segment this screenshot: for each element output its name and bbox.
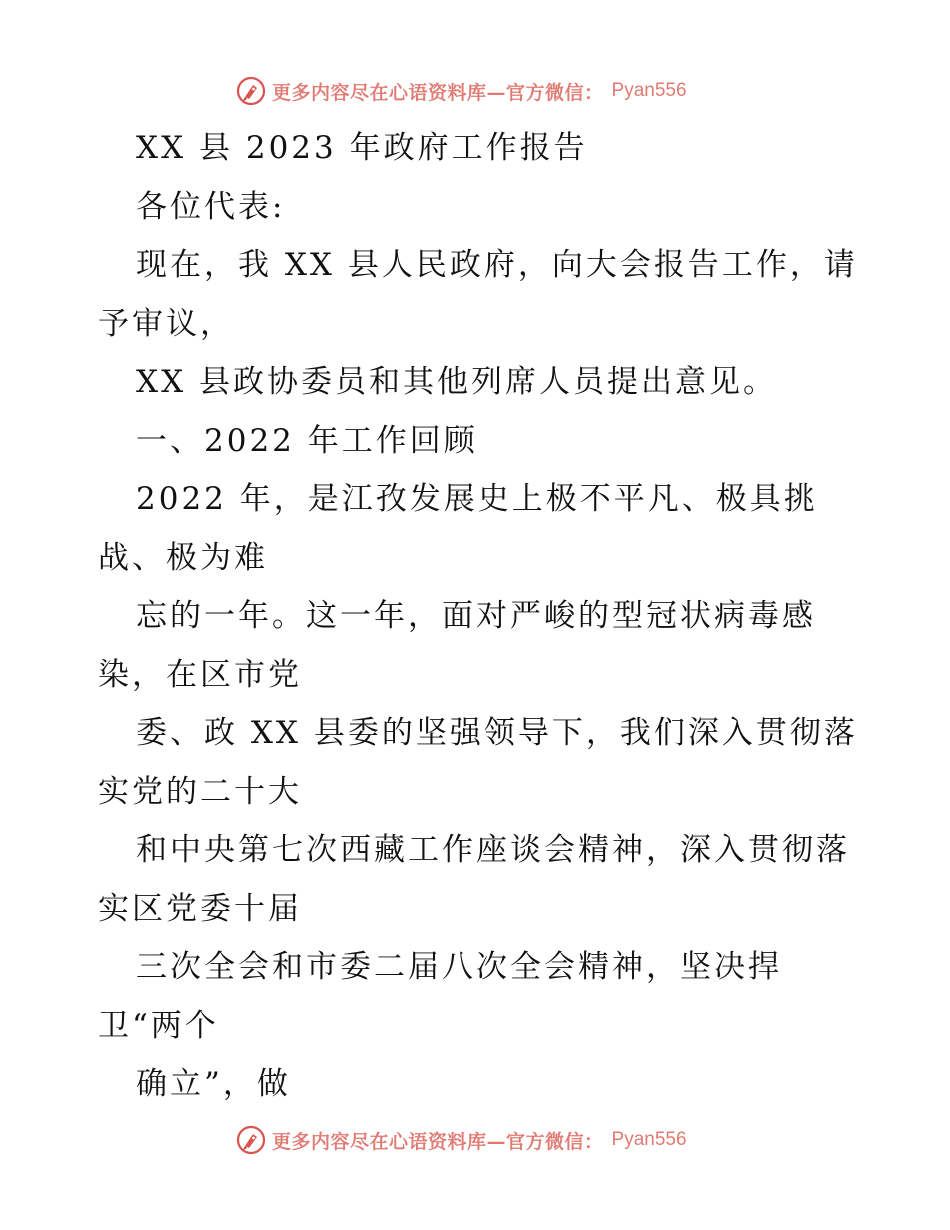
paragraph-line: 三次全会和市委二届八次全会精神，坚决捍 bbox=[136, 949, 782, 985]
paragraph-line: 和中央第七次西藏工作座谈会精神，深入贯彻落 bbox=[136, 832, 850, 868]
paragraph-line: 忘的一年。这一年，面对严峻的型冠状病毒感 bbox=[136, 598, 816, 634]
paragraph-line: 实党的二十大 bbox=[98, 773, 302, 810]
watermark-text: 更多内容尽在心语资料库—官方微信： bbox=[272, 1130, 604, 1153]
paragraph-line: 2022 年，是江孜发展史上极不平凡、极具挑 bbox=[136, 481, 818, 517]
paragraph-line: 实区党委十届 bbox=[98, 890, 302, 927]
salutation: 各位代表: bbox=[136, 188, 286, 225]
paragraph-line: 现在，我 XX 县人民政府，向大会报告工作，请 bbox=[136, 247, 858, 283]
paragraph-line: XX 县政协委员和其他列席人员提出意见。 bbox=[136, 364, 777, 400]
section-heading: 一、2022 年工作回顾 bbox=[136, 422, 478, 459]
paragraph-line: 委、政 XX 县委的坚强领导下，我们深入贯彻落 bbox=[136, 715, 858, 751]
paragraph-line: 确立”，做 bbox=[136, 1066, 291, 1102]
paragraph-line: 予审议， bbox=[98, 305, 234, 342]
pen-nib-logo-icon bbox=[236, 1125, 266, 1155]
pen-nib-logo-icon bbox=[236, 76, 266, 106]
paragraph-line: 染，在区市党 bbox=[98, 656, 302, 693]
document-body bbox=[98, 125, 858, 1120]
watermark-footer bbox=[236, 1122, 687, 1158]
paragraph-line: 卫“两个 bbox=[98, 1007, 219, 1044]
paragraph-line: 战、极为难 bbox=[98, 539, 268, 576]
watermark-text: 更多内容尽在心语资料库—官方微信： bbox=[272, 81, 604, 104]
watermark-account: Pyan556 bbox=[611, 1129, 687, 1150]
watermark-account: Pyan556 bbox=[611, 80, 687, 101]
watermark-header bbox=[236, 73, 687, 109]
document-title: XX 县 2023 年政府工作报告 bbox=[136, 130, 588, 166]
